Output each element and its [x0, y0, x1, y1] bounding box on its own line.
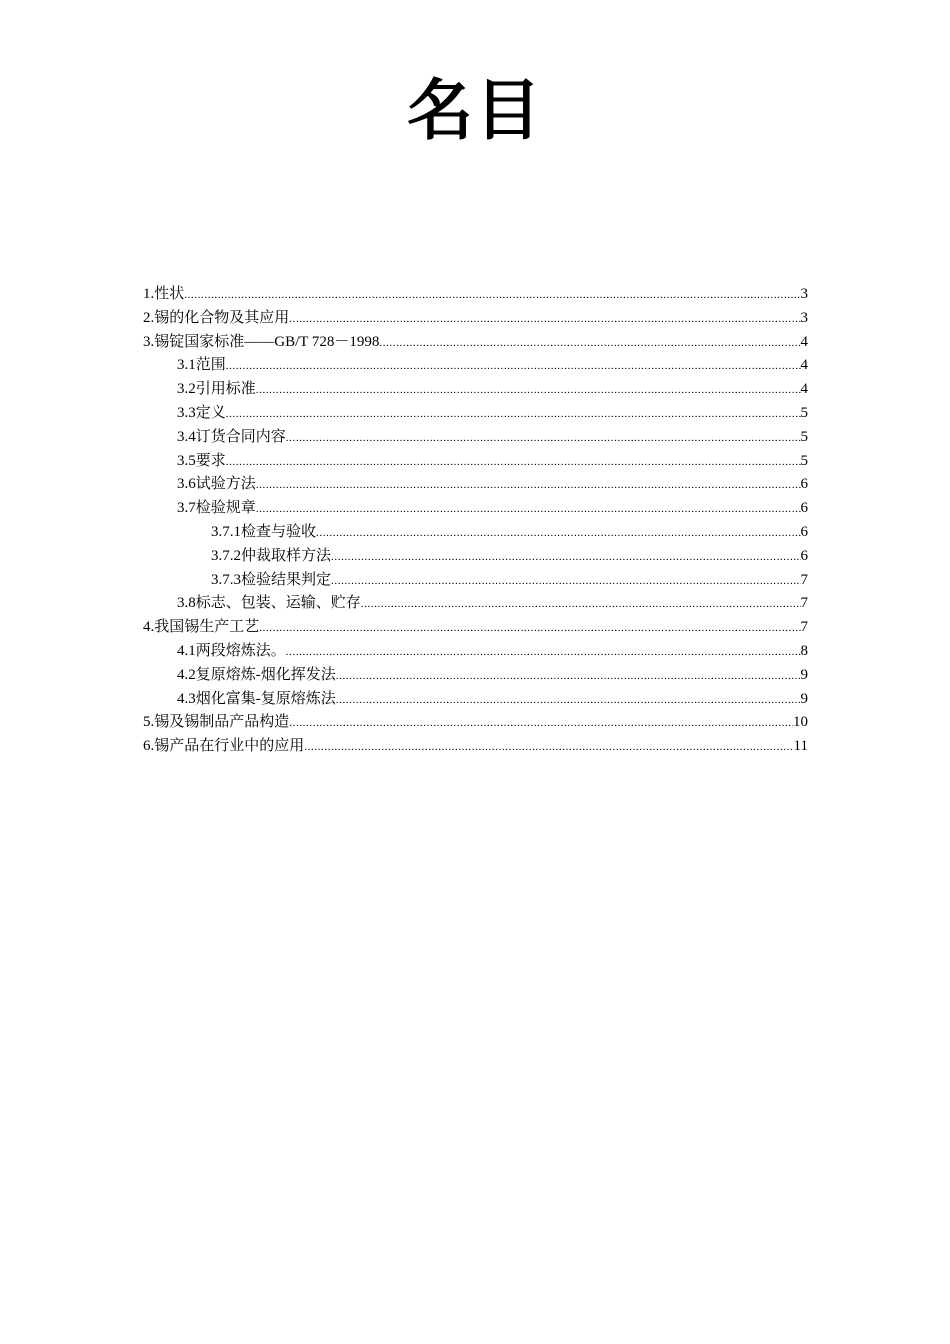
toc-entry-title: 我国锡生产工艺 — [154, 619, 260, 636]
toc-entry-page: 4 — [800, 333, 808, 350]
toc-entry-number: 3.7.3 — [211, 571, 241, 588]
toc-entry-title: 锡的化合物及其应用 — [154, 309, 290, 326]
toc-entry[interactable] — [143, 473, 808, 497]
toc-entry-number: 6. — [143, 738, 155, 755]
toc-entry-title: 检验结果判定 — [241, 571, 332, 588]
toc-entry-page: 9 — [800, 690, 808, 707]
toc-entry-title: 烟化富集-复原熔炼法 — [195, 690, 336, 707]
toc-entry[interactable] — [143, 450, 808, 474]
toc-entry[interactable] — [143, 497, 808, 521]
toc-dot-leader — [226, 355, 801, 379]
toc-dot-leader — [331, 570, 800, 594]
toc-entry-number: 3.7.1 — [211, 523, 241, 540]
toc-entry[interactable] — [143, 616, 808, 640]
toc-entry-number: 5. — [143, 714, 155, 731]
toc-entry-title: 锡产品在行业中的应用 — [154, 738, 305, 755]
toc-entry-page: 3 — [800, 309, 808, 326]
toc-entry-page: 8 — [800, 642, 808, 659]
toc-entry-title: 锡及锡制品产品构造 — [154, 714, 290, 731]
toc-entry-number: 4. — [143, 619, 155, 636]
toc-entry[interactable] — [143, 402, 808, 426]
toc-dot-leader — [289, 308, 800, 332]
toc-entry-number: 3.5 — [177, 452, 196, 469]
toc-entry-page: 5 — [800, 428, 808, 445]
toc-entry-page: 3 — [800, 286, 808, 302]
toc-entry[interactable] — [143, 354, 808, 378]
toc-entry-number: 3.2 — [177, 381, 196, 398]
toc-entry-page: 7 — [800, 595, 808, 612]
toc-entry-page: 10 — [793, 714, 808, 731]
toc-dot-leader — [336, 665, 801, 689]
toc-entry-title: 引用标准 — [195, 381, 256, 398]
toc-entry-number: 3.3 — [177, 404, 196, 421]
toc-entry-number: 3.4 — [177, 428, 196, 445]
toc-entry-page: 6 — [800, 500, 808, 517]
toc-entry-page: 4 — [800, 357, 808, 374]
toc-entry[interactable] — [143, 545, 808, 569]
toc-entry[interactable] — [143, 711, 808, 735]
toc-dot-leader — [286, 641, 801, 665]
toc-entry[interactable] — [143, 735, 808, 759]
toc-entry-number: 4.3 — [177, 690, 196, 707]
toc-entry-page: 11 — [793, 738, 808, 755]
toc-entry-title: 检验规章 — [195, 500, 256, 517]
toc-dot-leader — [286, 427, 801, 451]
toc-entry-title: 仲裁取样方法 — [241, 547, 332, 564]
toc-entry-title: 性状 — [154, 286, 185, 302]
toc-entry[interactable] — [143, 307, 808, 331]
table-of-contents — [143, 283, 808, 759]
toc-entry-number: 3.6 — [177, 476, 196, 493]
toc-dot-leader — [316, 522, 800, 546]
toc-entry-number: 1. — [143, 286, 155, 302]
toc-entry-page: 4 — [800, 381, 808, 398]
toc-entry-title: 检查与验收 — [241, 523, 317, 540]
toc-dot-leader — [289, 712, 793, 736]
toc-entry-page: 5 — [800, 404, 808, 421]
toc-dot-leader — [256, 379, 801, 403]
toc-entry[interactable] — [143, 378, 808, 402]
toc-entry-number: 4.2 — [177, 666, 196, 683]
toc-entry[interactable] — [143, 640, 808, 664]
toc-entry-page: 5 — [800, 452, 808, 469]
toc-entry-number: 3.1 — [177, 357, 196, 374]
toc-dot-leader — [184, 284, 800, 308]
toc-entry-page: 6 — [800, 476, 808, 493]
page-title: 名目 — [407, 71, 543, 149]
toc-entry-title: 试验方法 — [195, 476, 256, 493]
toc-entry-number: 4.1 — [177, 642, 196, 659]
toc-entry[interactable] — [143, 592, 808, 616]
toc-entry-number: 3.7.2 — [211, 547, 241, 564]
toc-entry-title: 标志、包装、运输、贮存 — [195, 595, 361, 612]
toc-entry[interactable] — [143, 688, 808, 712]
toc-entry[interactable] — [143, 521, 808, 545]
toc-dot-leader — [226, 451, 801, 475]
toc-dot-leader — [304, 736, 793, 760]
toc-entry-title: 定义 — [195, 404, 226, 421]
toc-dot-leader — [256, 474, 801, 498]
toc-entry[interactable] — [143, 331, 808, 355]
toc-dot-leader — [256, 498, 801, 522]
toc-dot-leader — [331, 546, 800, 570]
toc-entry-page: 6 — [800, 547, 808, 564]
toc-entry-number: 2. — [143, 309, 155, 326]
toc-entry-number: 3.7 — [177, 500, 196, 517]
toc-entry-title: 锡锭国家标准——GB/T 728－1998 — [154, 333, 380, 350]
toc-entry-number: 3.8 — [177, 595, 196, 612]
toc-entry-page: 9 — [800, 666, 808, 683]
toc-entry-page: 6 — [800, 523, 808, 540]
toc-entry[interactable] — [143, 569, 808, 593]
toc-entry-title: 订货合同内容 — [195, 428, 286, 445]
toc-entry[interactable] — [143, 664, 808, 688]
toc-entry-title: 两段熔炼法。 — [195, 642, 286, 659]
toc-entry[interactable] — [143, 283, 808, 307]
toc-dot-leader — [379, 332, 800, 356]
toc-entry-page: 7 — [800, 619, 808, 636]
toc-dot-leader — [259, 617, 800, 641]
toc-entry-page: 7 — [800, 571, 808, 588]
toc-entry-number: 3. — [143, 333, 155, 350]
toc-dot-leader — [336, 689, 801, 713]
toc-dot-leader — [226, 403, 801, 427]
toc-entry[interactable] — [143, 426, 808, 450]
toc-entry-title: 范围 — [195, 357, 226, 374]
toc-entry-title: 复原熔炼-烟化挥发法 — [195, 666, 336, 683]
toc-dot-leader — [361, 593, 801, 617]
toc-entry-title: 要求 — [195, 452, 226, 469]
